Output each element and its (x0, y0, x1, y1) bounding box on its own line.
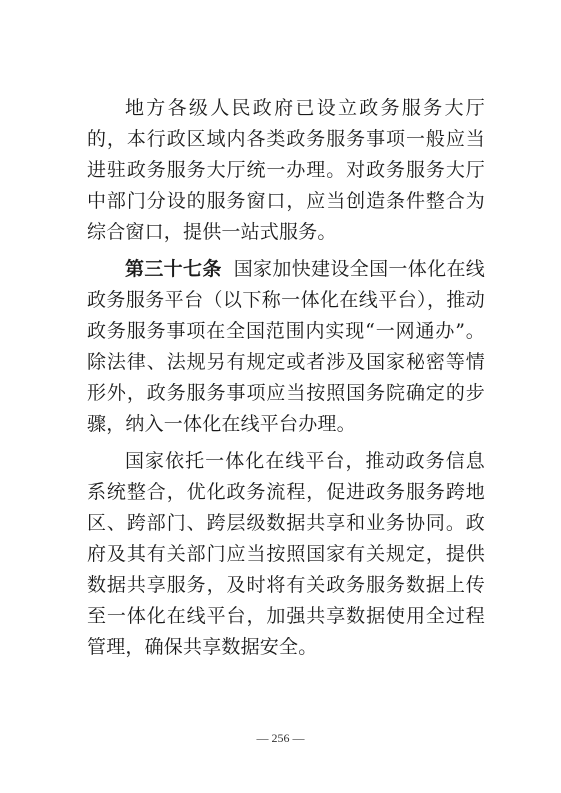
paragraph-3 (87, 446, 485, 663)
paragraph-1 (87, 93, 485, 248)
paragraph-2 (87, 254, 485, 440)
paragraph-1-text: 地方各级人民政府已设立政务服务大厅的，本行政区域内各类政务服务事项一般应当进驻政务服务大厅统一办理。对政务服务大厅中部门分设的服务窗口，应当创造条件整合为综合窗口，提供一站式服务。 (87, 97, 485, 243)
article-number: 第三十七条 (125, 258, 222, 280)
page-number: — 256 — (256, 731, 305, 745)
paragraph-2-text: 国家加快建设全国一体化在线政务服务平台（以下称一体化在线平台），推动政务服务事项在全国范围内实现“一网通办”。除法律、法规另有规定或者涉及国家秘密等情形外，政务服务事项应当按照国务院确定的步骤，纳入一体化在线平台办理。 (87, 258, 485, 435)
document-body (87, 93, 485, 669)
paragraph-3-text: 国家依托一体化在线平台，推动政务信息系统整合，优化政务流程，促进政务服务跨地区、跨部门、跨层级数据共享和业务协同。政府及其有关部门应当按照国家有关规定，提供数据共享服务，及时将有关政务服务数据上传至一体化在线平台，加强共享数据使用全过程管理，确保共享数据安全。 (87, 450, 485, 658)
